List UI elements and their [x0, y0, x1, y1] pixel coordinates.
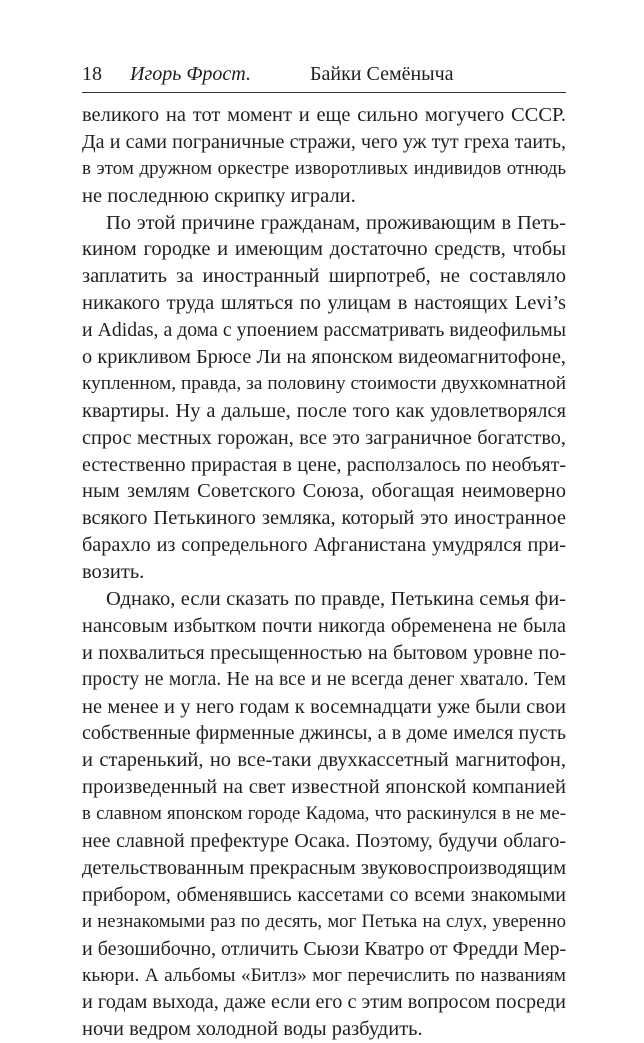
- text-line: По этой причине гражданам, проживающим в Петь-: [106, 211, 566, 234]
- text-line: квартиры. Ну а дальше, после того как удовлетворялся: [82, 399, 566, 422]
- book-title: Байки Семёныча: [310, 63, 454, 85]
- text-line: возить.: [82, 561, 145, 584]
- text-line: не менее и у него годам к восемнадцати уже были свои: [82, 695, 566, 718]
- text-line: и похвалиться пресыщенностью на бытовом уровне по-: [82, 641, 566, 664]
- text-line: собственные фирменные джинсы, а в доме имелся пусть: [82, 722, 566, 745]
- paragraph: [82, 586, 566, 1043]
- text-line: купленном, правда, за половину стоимости двухкомнатной: [82, 372, 566, 394]
- text-line: всякого Петькиного земляка, который это иностранное: [82, 507, 566, 530]
- text-line: в этом дружном оркестре изворотливых индивидов отнюдь: [82, 157, 566, 179]
- text-line: прибором, обменявшись кассетами со всеми знакомыми: [82, 883, 566, 906]
- text-line: и незнакомыми раз по десять, мог Петька на слух, уверенно: [82, 910, 566, 932]
- text-line: о крикливом Брюсе Ли на японском видеомагнитофоне,: [82, 346, 566, 369]
- paragraph: [82, 102, 566, 210]
- author-name: Игорь Фрост.: [130, 63, 251, 85]
- header-rule: [82, 92, 566, 93]
- text-line: барахло из сопредельного Афганистана умудрялся при-: [82, 534, 566, 557]
- text-line: Однако, если сказать по правде, Петькина семья фи-: [106, 588, 566, 611]
- text-line: произведенный на свет известной японской компанией: [82, 776, 566, 799]
- page-number: 18: [82, 63, 102, 85]
- text-line: и Adidas, а дома с упоением рассматривать видеофильмы: [82, 319, 566, 342]
- text-line: ным землям Советского Союза, обогащая неимоверно: [82, 480, 566, 503]
- text-line: и старенький, но все-таки двухкассетный магнитофон,: [82, 749, 566, 772]
- text-line: великого на тот момент и еще сильно могучего СССР.: [82, 104, 566, 126]
- running-header: [82, 60, 566, 88]
- text-line: спрос местных горожан, все это заграничное богатство,: [82, 426, 566, 449]
- text-line: нансовым избытком почти никогда обременена не была: [82, 614, 566, 637]
- text-line: детельствованным прекрасным звуковоспроизводящим: [82, 856, 567, 879]
- paragraph: [82, 210, 566, 586]
- text-line: кьюри. А альбомы «Битлз» мог перечислить по названиям: [82, 964, 566, 986]
- text-line: ночи ведром холодной воды разбудить.: [82, 1018, 423, 1041]
- text-line: и безошибочно, отличить Сьюзи Кватро от Фредди Мер-: [82, 937, 567, 960]
- text-line: просту не могла. Не на все и не всегда денег хватало. Тем: [82, 668, 566, 690]
- text-line: никакого труда шляться по улицам в настоящих Levi’s: [82, 292, 566, 315]
- text-line: не последнюю скрипку играли.: [82, 184, 356, 207]
- text-line: Да и сами пограничные стражи, чего уж тут греха таить,: [82, 130, 566, 153]
- text-line: нее славной префектуре Осака. Поэтому, будучи облаго-: [82, 830, 566, 853]
- text-line: естественно прирастая в цене, расползалось по необъят-: [82, 453, 566, 476]
- text-line: кином городке и имеющим достаточно средств, чтобы: [82, 238, 566, 261]
- text-line: заплатить за иностранный ширпотреб, не составляло: [82, 265, 566, 288]
- body-text: [82, 102, 566, 1043]
- text-line: и годам выхода, даже если его с этим вопросом посреди: [82, 991, 566, 1014]
- text-line: в славном японском городе Кадома, что раскинулся в не ме-: [82, 803, 566, 825]
